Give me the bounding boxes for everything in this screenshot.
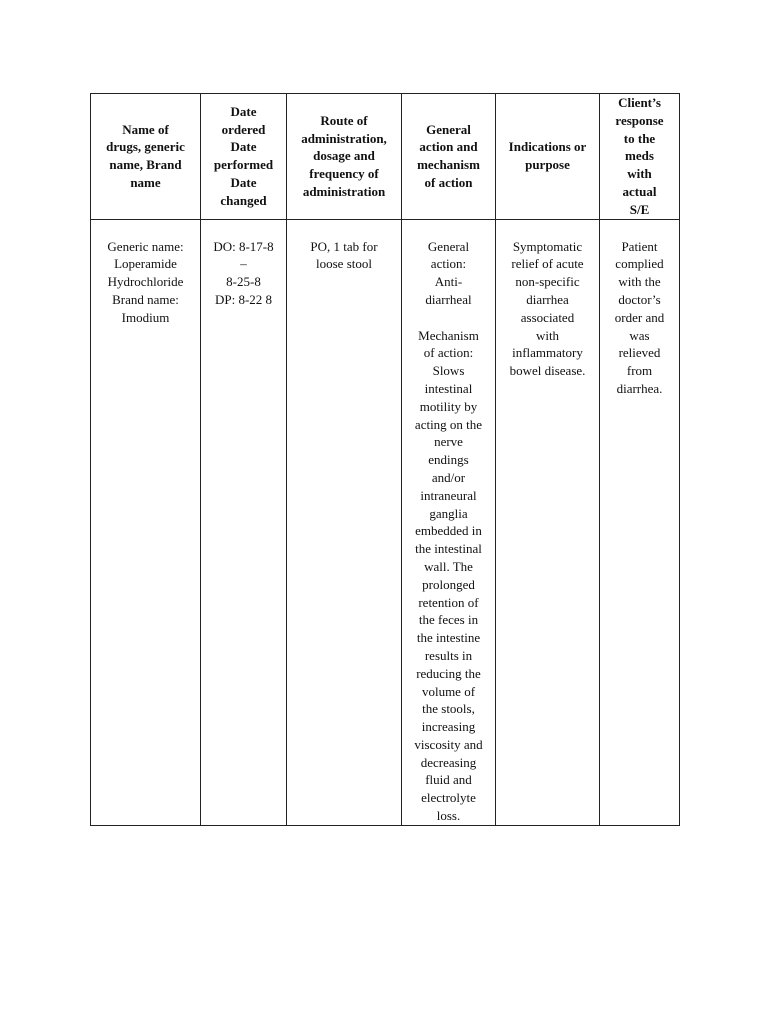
header-action: [402, 94, 496, 220]
header-dates: [201, 94, 287, 220]
header-route: [287, 94, 402, 220]
action-text: General action: Anti- diarrheal Mechanism of action: Slows intestinal motility by acting on the nerve endings and/or intraneural ganglia embedded in the intestinal wall. The prolonged retention of the feces in the intestine results in reducing the volume of the stools, increasing viscosity and decreasing fluid and electrolyte loss.: [414, 238, 483, 824]
header-drug-name-text: Name of drugs, generic name, Brand name: [106, 121, 185, 191]
header-indications: [496, 94, 600, 220]
route-text: PO, 1 tab for loose stool: [310, 238, 378, 272]
header-dates-text: Date ordered Date performed Date changed: [213, 103, 274, 208]
cell-route: [287, 219, 402, 825]
cell-indications: [496, 219, 600, 825]
cell-client-response: [600, 219, 680, 825]
cell-drug-name: [91, 219, 201, 825]
header-indications-text: Indications or purpose: [508, 139, 587, 173]
header-drug-name: [91, 94, 201, 220]
header-route-text: Route of administration, dosage and frequency of administration: [301, 112, 387, 199]
dates-text: DO: 8-17-8 – 8-25-8 DP: 8-22 8: [213, 238, 274, 307]
drug-name-text: Generic name: Loperamide Hydrochloride Brand name: Imodium: [107, 238, 184, 325]
table-header-row: [91, 94, 680, 220]
client-response-text: Patient complied with the doctor’s order and was relieved from diarrhea.: [614, 238, 665, 396]
indications-text: Symptomatic relief of acute non-specific diarrhea associated with inflammatory bowel disease.: [509, 238, 586, 379]
table-row: [91, 219, 680, 825]
cell-dates: [201, 219, 287, 825]
cell-action: [402, 219, 496, 825]
header-client-response-text: Client’s response to the meds with actual S/E: [615, 95, 664, 217]
header-action-text: General action and mechanism of action: [417, 121, 480, 191]
drug-study-table: [90, 93, 680, 826]
header-client-response: [600, 94, 680, 220]
